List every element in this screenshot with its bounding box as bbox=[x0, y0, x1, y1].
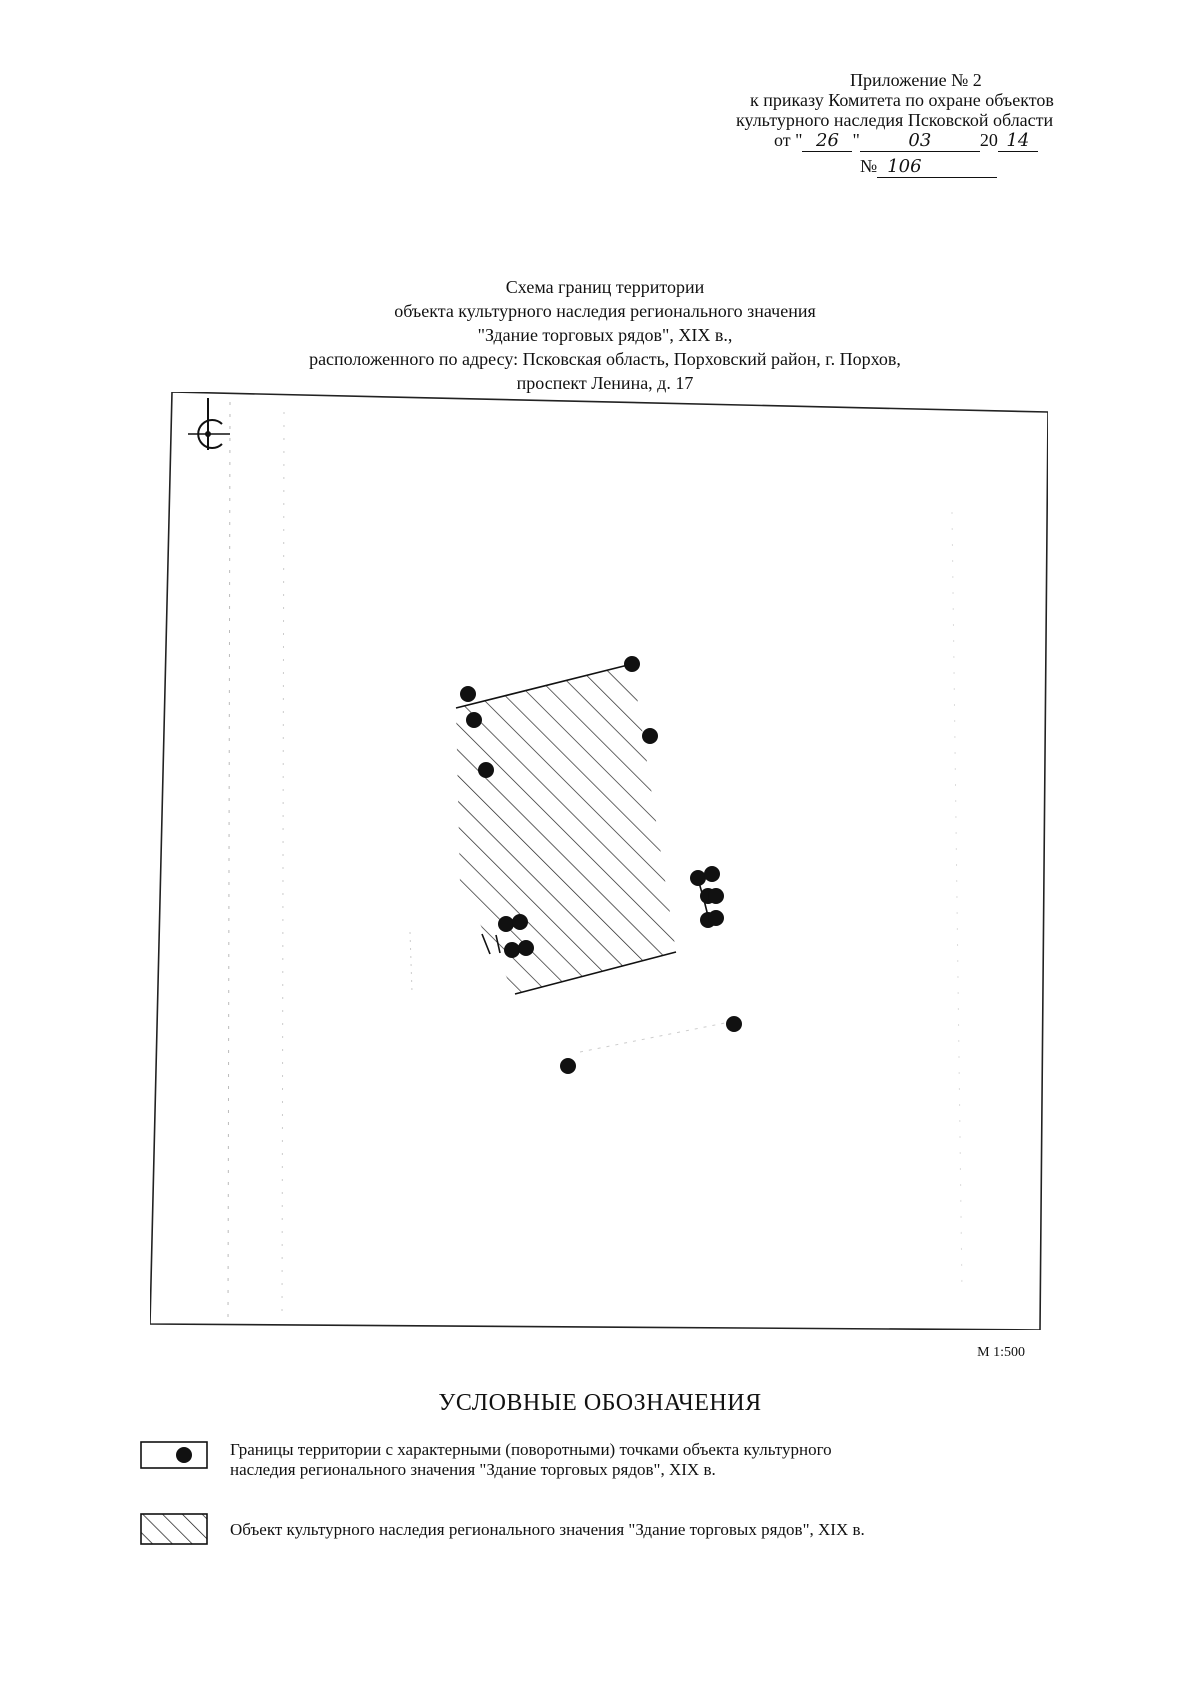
title-line-3: "Здание торговых рядов", XIX в., bbox=[477, 325, 733, 345]
legend-boundary-line-2: наследия регионального значения "Здание торговых рядов", XIX в. bbox=[230, 1460, 716, 1479]
hatched-area-icon bbox=[140, 1512, 210, 1548]
faint-mid-line bbox=[410, 932, 412, 992]
faint-right-line bbox=[952, 512, 962, 1292]
boundary-point bbox=[478, 762, 494, 778]
boundary-point bbox=[704, 866, 720, 882]
date-month: 03 bbox=[860, 131, 980, 152]
faint-left-line-2 bbox=[282, 412, 284, 1322]
number-prefix: № bbox=[860, 156, 878, 176]
date-prefix: от " bbox=[774, 130, 803, 150]
north-arrow-icon bbox=[188, 398, 230, 450]
boundary-point-icon bbox=[140, 1440, 210, 1472]
boundary-point bbox=[560, 1058, 576, 1074]
boundary-point bbox=[708, 910, 724, 926]
boundary-point bbox=[466, 712, 482, 728]
boundary-point bbox=[624, 656, 640, 672]
order-reference: к приказу Комитета по охране объектов bbox=[750, 90, 1054, 110]
boundary-point bbox=[642, 728, 658, 744]
appendix-number: Приложение № 2 bbox=[850, 70, 982, 90]
faint-road-line bbox=[580, 1022, 730, 1052]
date-quote: " bbox=[852, 130, 860, 150]
heritage-object-area bbox=[456, 664, 676, 994]
order-number bbox=[860, 156, 997, 178]
number-value: 106 bbox=[877, 157, 997, 178]
date-day: 26 bbox=[802, 131, 852, 152]
title-line-5: проспект Ленина, д. 17 bbox=[516, 373, 694, 393]
date-year-prefix: 20 bbox=[979, 130, 998, 150]
boundary-point bbox=[498, 916, 514, 932]
legend-item-object bbox=[140, 1512, 1140, 1552]
boundary-point bbox=[690, 870, 706, 886]
scheme-title bbox=[240, 275, 970, 395]
faint-left-line bbox=[228, 402, 230, 1322]
boundary-point bbox=[726, 1016, 742, 1032]
order-date bbox=[774, 130, 1038, 152]
map-scale: М 1:500 bbox=[977, 1345, 1025, 1360]
map-drawing bbox=[150, 392, 1048, 1330]
legend-item-boundary bbox=[140, 1440, 1140, 1490]
legend-title: УСЛОВНЫЕ ОБОЗНАЧЕНИЯ bbox=[438, 1390, 762, 1416]
title-line-4: расположенного по адресу: Псковская область, Порховский район, г. Порхов, bbox=[309, 349, 901, 369]
boundary-point bbox=[460, 686, 476, 702]
legend-object-text: Объект культурного наследия регионального значения "Здание торговых рядов", XIX в. bbox=[230, 1520, 865, 1539]
title-line-1: Схема границ территории bbox=[505, 277, 705, 297]
boundary-point bbox=[512, 914, 528, 930]
title-line-2: объекта культурного наследия регионального значения bbox=[394, 301, 816, 321]
date-year: 14 bbox=[998, 131, 1038, 152]
boundary-point bbox=[518, 940, 534, 956]
boundary-point bbox=[708, 888, 724, 904]
legend-boundary-line-1: Границы территории с характерными (поворотными) точками объекта культурного bbox=[230, 1440, 832, 1459]
committee-name: культурного наследия Псковской области bbox=[736, 110, 1054, 130]
boundary-point bbox=[504, 942, 520, 958]
